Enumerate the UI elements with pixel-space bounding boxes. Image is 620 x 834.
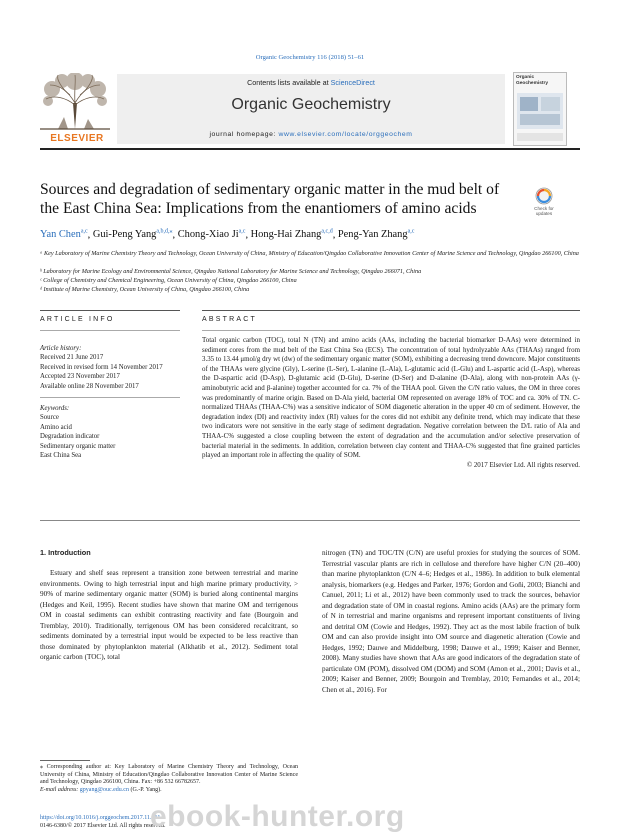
journal-homepage-line	[117, 131, 505, 138]
article-info-rule	[40, 330, 180, 331]
affiliation-c: ᶜ College of Chemistry and Chemical Engineering, Ocean University of China, Qingdao 266100, China	[40, 277, 297, 284]
corresponding-author-footnote: ⁎ Corresponding author at: Key Laboratory of Marine Chemistry Theory and Technology, Ocean University of China, Ministry of Education/Qingdao Collaborative Innovation Center of Marine Science and Technology, Qingdao 266100, China. Fax: +86 532 66782657. E-mail address: gpyang@ouc.edu.cn (G.-P. Yang).	[40, 764, 298, 793]
keyword: Source	[40, 414, 59, 422]
history-item: Received 21 June 2017	[40, 354, 104, 362]
journal-citation[interactable]: Organic Geochemistry 116 (2018) 51–61	[255, 54, 365, 61]
keyword: Degradation indicator	[40, 433, 100, 441]
check-for-updates-label: Check for updates	[534, 206, 554, 216]
history-item: Accepted 23 November 2017	[40, 373, 120, 381]
homepage-link[interactable]: www.elsevier.com/locate/orggeochem	[278, 131, 413, 138]
cover-title: Organic Geochemistry	[516, 75, 548, 86]
footnote-rule	[40, 760, 90, 761]
introduction-right-column: nitrogen (TN) and TOC/TN (C/N) are useful proxies for studying the sources of SOM. Terrestrial vascular plants are rich in cellulose and therefore have higher C/N (20–400) than marine phytoplankton (C/N 4–6; Hedges et al., 1986). In addition to bulk elemental analysis, biomarkers (e.g. Hedges and Parker, 1976; Gordon and Goñi, 2003; Bianchi and Canuel, 2011; Li et al., 2012) have been commonly used to track the sources, behavior and degradation state of OM in coastal regions. Amino acids (AAs) are the primary form of N in terrestrial and marine organisms and represent important constituents of living and detrital OM (Cowie and Hedges, 1992). They act as the most labile fraction of bulk OM and can also provide insight into OM source and diagenetic alteration (Cowie and Hedges, 1992; Dauwe and Middelburg, 1998; Dauwe et al., 1999; Kaiser and Benner, 2008). Many studies have shown that AAs are good indicators of the degradation state of particulate OM (POM), dissolved OM (DOM) and SOM (Amon et al., 2001; Davis et al., 2009; Kaiser and Benner, 2009; Bourgoin and Tremblay, 2010; Fernandes et al., 2014; Chen et al., 2016). For	[322, 549, 580, 694]
abstract-rule	[202, 330, 580, 331]
keyword: Amino acid	[40, 423, 72, 431]
history-item: Received in revised form 14 November 2017	[40, 363, 163, 371]
affiliation-b: ᵇ Laboratory for Marine Ecology and Environmental Science, Qingdao National Laboratory for Marine Science and Technology, Qingdao 266071, China	[40, 268, 422, 275]
keyword: East China Sea	[40, 452, 82, 460]
history-label: Article history:	[40, 345, 82, 352]
contents-line	[117, 78, 505, 87]
header-divider	[40, 148, 580, 150]
author-name[interactable]: Yan Chen$^{a,c}$	[40, 229, 88, 241]
keyword: Sedimentary organic matter	[40, 442, 116, 450]
introduction-heading: 1. Introduction	[40, 548, 91, 557]
affiliation-a: ᵃ Key Laboratory of Marine Chemistry Theory and Technology, Ocean University of China, Ministry of Education/Qingdao Collaborative Innovation Center of Marine Science and Technology, Qingdao 266100, China	[40, 250, 579, 257]
watermark: ebook-hunter.org	[150, 800, 405, 833]
abstract-top-rule	[202, 310, 580, 311]
publisher-name: ELSEVIER	[50, 133, 104, 144]
author-list: Yan Chen$^{a,c}$, Gui-Peng Yang$^{a,b,d,⁎}$, Chong-Xiao Ji$^{a,c}$, Hong-Hai Zhang$^{a,c,d}$, Peng-Yan Zhang$^{a,c}$	[40, 229, 415, 241]
author-name[interactable]: Hong-Hai Zhang$^{a,c,d}$	[250, 229, 333, 241]
check-for-updates-badge[interactable]	[526, 186, 562, 218]
issn-rights: 0146-6380/© 2017 Elsevier Ltd. All rights reserved.	[40, 822, 166, 829]
abstract-text: Total organic carbon (TOC), total N (TN) and amino acids (AAs, including the bacterial biomarker D-AAs) were determined in sediment cores from the mud belt of the East China Sea (ECS). The concentration of total hydrolyzable AAs (THAAs) ranged from 3.35 to 13.44 μmol/g dry wt (dw) of the sedimentary organic matter (SOM), exhibiting a decreasing trend downcore. Major constituents of the THAAs were glycine (Gly), L-serine (L-Ser), L-alanine (L-Ala), L-glutamic acid (L-Glu) and L-aspartic acid (L-Asp), whereas the D-aspartic acid (D-Asp), D-glutamic acid (D-Glu), D-serine (D-Ser) and D-alanine (D-Ala), along with non-protein AAs (γ-aminobutyric acid and β-alanine) together accounted for ca. 7% of the THAA pool. Given the C/N ratio values, the OM in three cores was predominantly of marine origin. Based on D-Ala yield, bacterial OM represented on average 18% of TOC and ca. 30% of TN. C-normalized THAAs (THAA-C%) was a sensitive indicator of SOM diagenetic alteration in the upper 40 cm of sediment. However, the degradation index (DI) and reactivity index (RI) values for the cores did not exhibit any definite trend, which may indicate that these two indicators were not sensitive in the early stage of sediment degradation. Negative correlation between the D/L ratio of Ala and THAA-C% suggested a close coupling between the extent of degradation and the accumulation and/or selective preservation of bacterial material in the sediments. In addition, correlation between clay content and THAA-C% suggested that fine grained particles played an important role in affecting the quality of SOM. © 2017 Elsevier Ltd. All rights reserved.	[202, 336, 580, 469]
author-name[interactable]: Chong-Xiao Ji$^{a,c}$	[177, 229, 246, 241]
keywords-label: Keywords:	[40, 405, 70, 413]
abstract-heading: ABSTRACT	[202, 316, 257, 323]
email-link[interactable]: gpyang@ouc.edu.cn	[79, 786, 129, 793]
article-info-top-rule	[40, 310, 180, 311]
keywords-rule	[40, 397, 180, 398]
affiliation-d: ᵈ Institute of Marine Chemistry, Ocean University of China, Qingdao 266100, China	[40, 286, 250, 293]
article-info-column	[40, 344, 180, 460]
doi-link[interactable]: https://doi.org/10.1016/j.orggeochem.2017.11.011	[40, 815, 161, 821]
history-item: Available online 28 November 2017	[40, 382, 139, 390]
sciencedirect-link[interactable]: ScienceDirect	[330, 78, 375, 87]
contents-prefix: Contents lists available at	[247, 78, 331, 87]
front-matter-divider	[40, 520, 580, 521]
homepage-prefix: journal homepage:	[209, 131, 279, 138]
article-title: Sources and degradation of sedimentary organic matter in the mud belt of the East China Sea: Implications from the enantiomers of amino acids	[40, 181, 500, 217]
author-name[interactable]: Gui-Peng Yang$^{a,b,d,⁎}$	[92, 229, 173, 241]
abstract-copyright: © 2017 Elsevier Ltd. All rights reserved.	[466, 460, 580, 469]
article-info-heading: ARTICLE INFO	[40, 316, 115, 323]
author-name[interactable]: Peng-Yan Zhang$^{a,c}$	[337, 229, 415, 241]
journal-title: Organic Geochemistry	[231, 96, 391, 113]
introduction-left-column: Estuary and shelf seas represent a transition zone between terrestrial and marine environments. Owing to high terrestrial input and high marine primary productivity, > 90% of marine sedimentary organic matter (SOM) is buried along continental margins (Hedges and Keil, 1995). Recent studies have shown that marine OM and terrigenous OM in coastal sediments can exhibit contrasting reactivity and fate (Bourgoin and Tremblay, 2010). Traditionally, terrigenous OM has been considered recalcitrant, so sediments dominated by a terrestrial input would be expected to be less reactive than those dominated by phytoplankton material (Alkhatib et al., 2012). Sediment total organic carbon (TOC), total	[40, 569, 298, 661]
